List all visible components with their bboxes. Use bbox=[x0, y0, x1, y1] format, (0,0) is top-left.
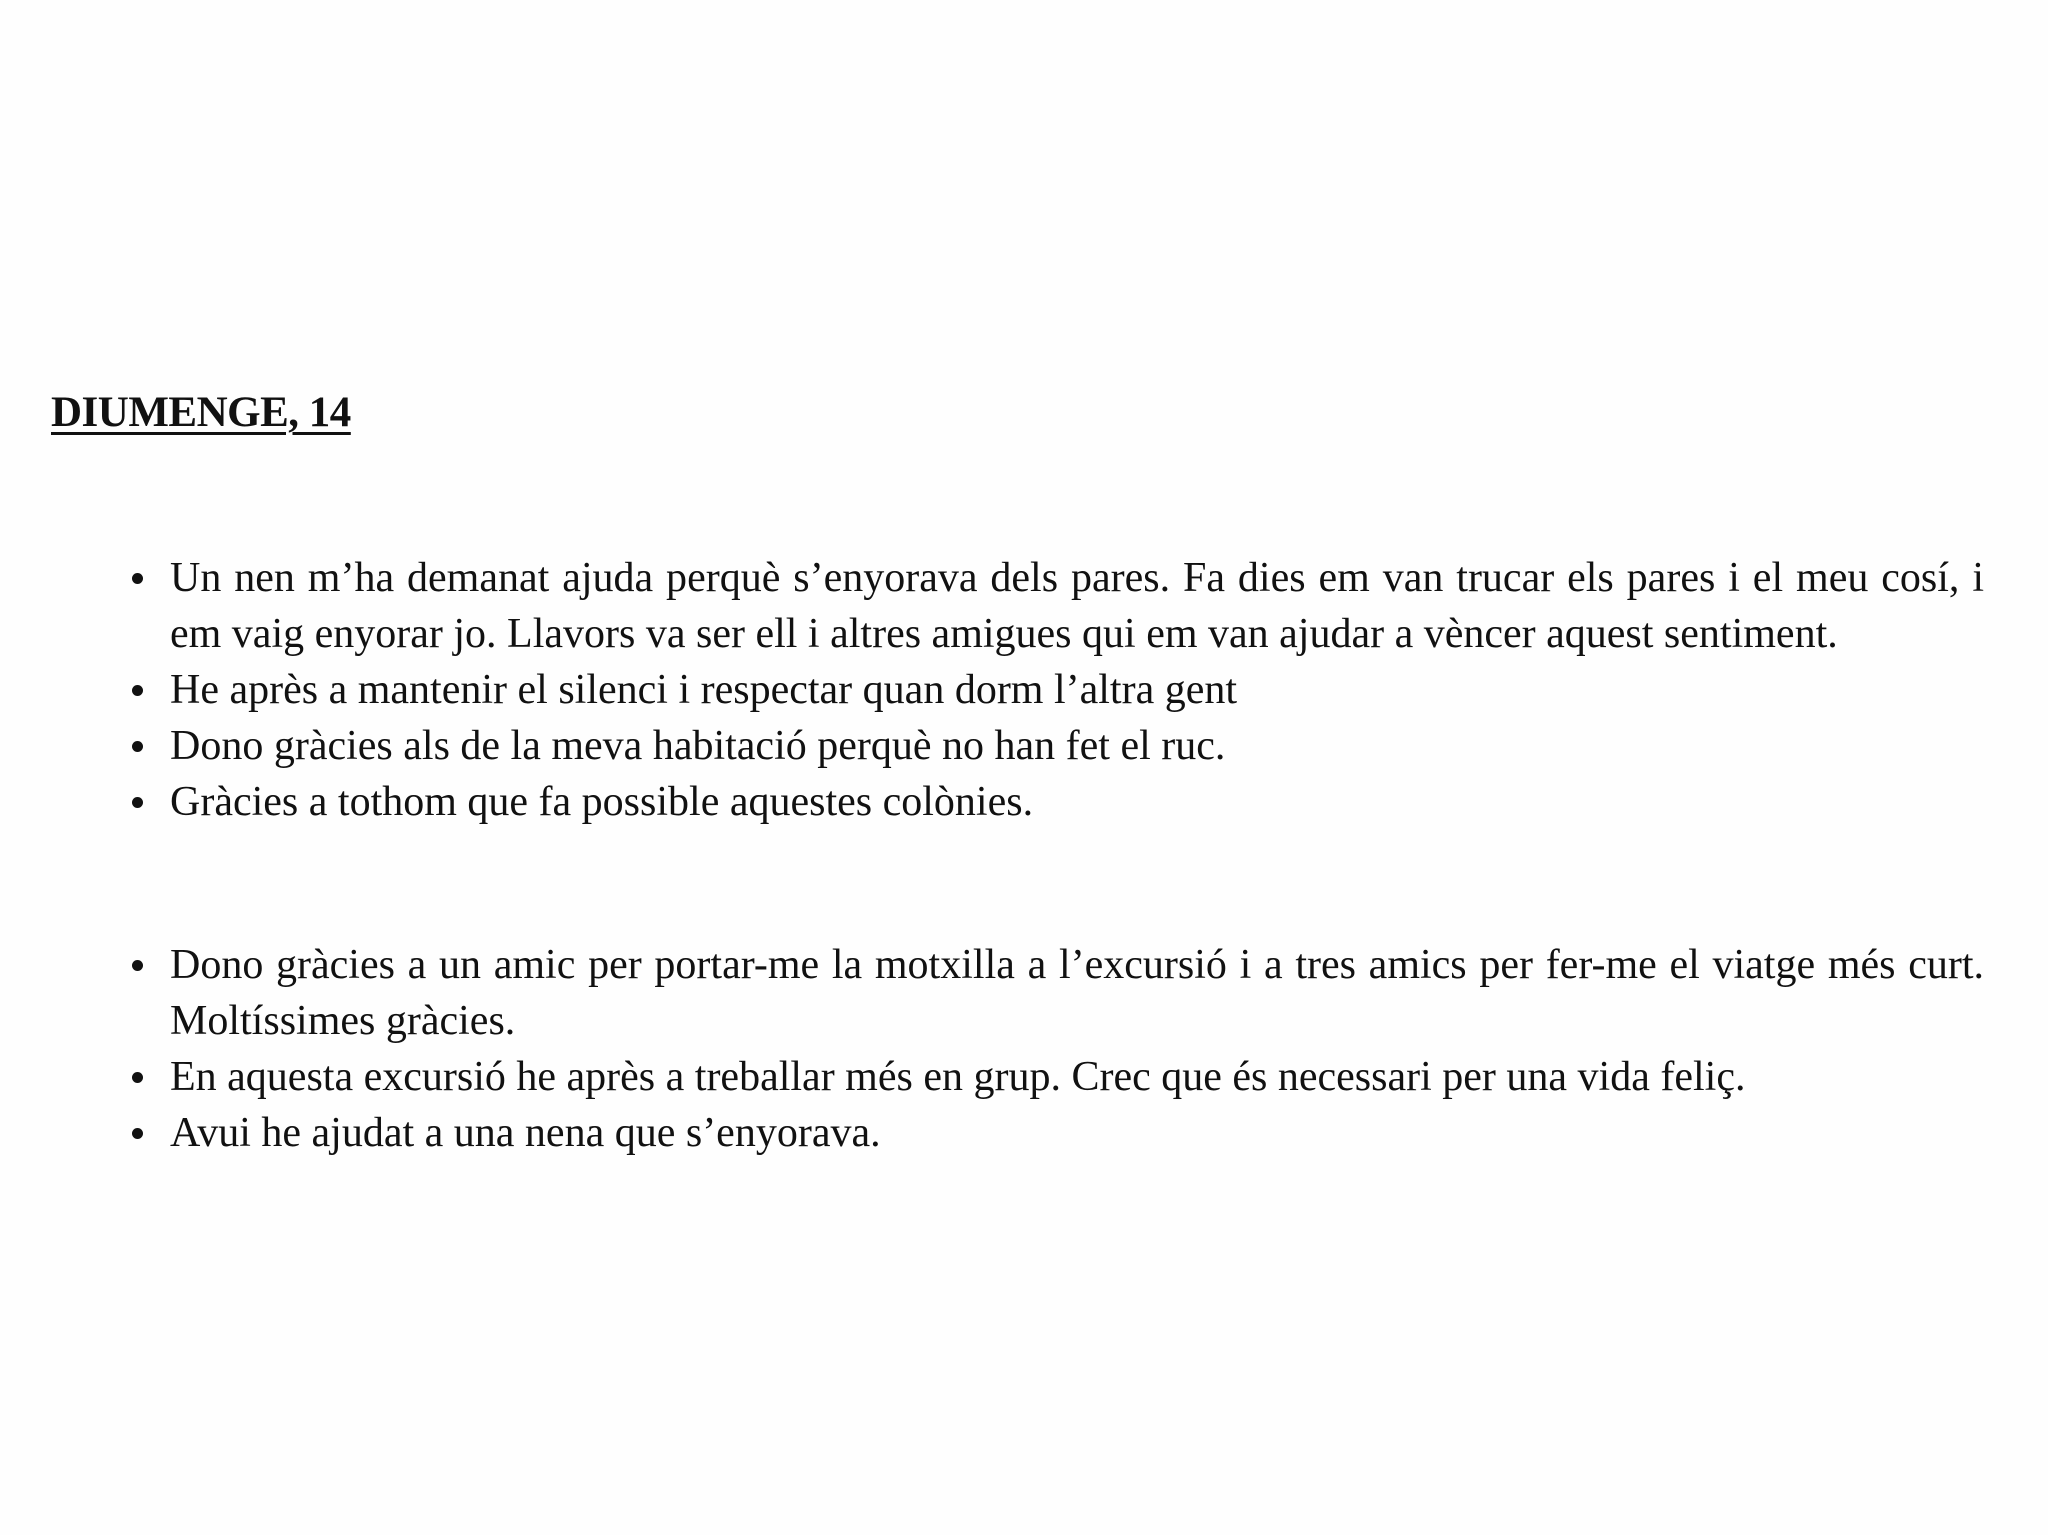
list-item-text: Dono gràcies als de la meva habitació perquè no han fet el ruc. bbox=[170, 723, 1226, 769]
list-item-text: He après a mantenir el silenci i respectar quan dorm l’altra gent bbox=[170, 667, 1238, 713]
list-item-text: Avui he ajudat a una nena que s’enyorava. bbox=[170, 1110, 881, 1156]
list-item bbox=[124, 1105, 1984, 1161]
bullet-icon bbox=[132, 1128, 143, 1139]
list-item bbox=[124, 718, 1984, 774]
list-item-text: Gràcies a tothom que fa possible aquestes colònies. bbox=[170, 779, 1034, 825]
bullet-icon bbox=[132, 797, 143, 808]
bullet-list-second bbox=[124, 937, 1984, 1161]
bullet-icon bbox=[132, 741, 143, 752]
page-heading: DIUMENGE, 14 bbox=[51, 389, 351, 436]
list-item-text: En aquesta excursió he après a treballar més en grup. Crec que és necessari per una vida feliç. bbox=[170, 1054, 1746, 1100]
bullet-icon bbox=[132, 573, 143, 584]
bullet-icon bbox=[132, 1072, 143, 1083]
list-item-text: Dono gràcies a un amic per portar-me la motxilla a l’excursió i a tres amics per fer-me el viatge més curt. Moltíssimes gràcies. bbox=[170, 942, 1984, 1044]
list-item bbox=[124, 1049, 1984, 1105]
list-item bbox=[124, 937, 1984, 1049]
bullet-icon bbox=[132, 685, 143, 696]
bullet-list-first bbox=[124, 550, 1984, 830]
list-item-text: Un nen m’ha demanat ajuda perquè s’enyorava dels pares. Fa dies em van trucar els pares i el meu cosí, i em vaig enyorar jo. Llavors va ser ell i altres amigues qui em van ajudar a vèncer aquest sentiment. bbox=[170, 555, 1984, 657]
list-item bbox=[124, 662, 1984, 718]
list-item bbox=[124, 774, 1984, 830]
list-item bbox=[124, 550, 1984, 662]
bullet-icon bbox=[132, 960, 143, 971]
